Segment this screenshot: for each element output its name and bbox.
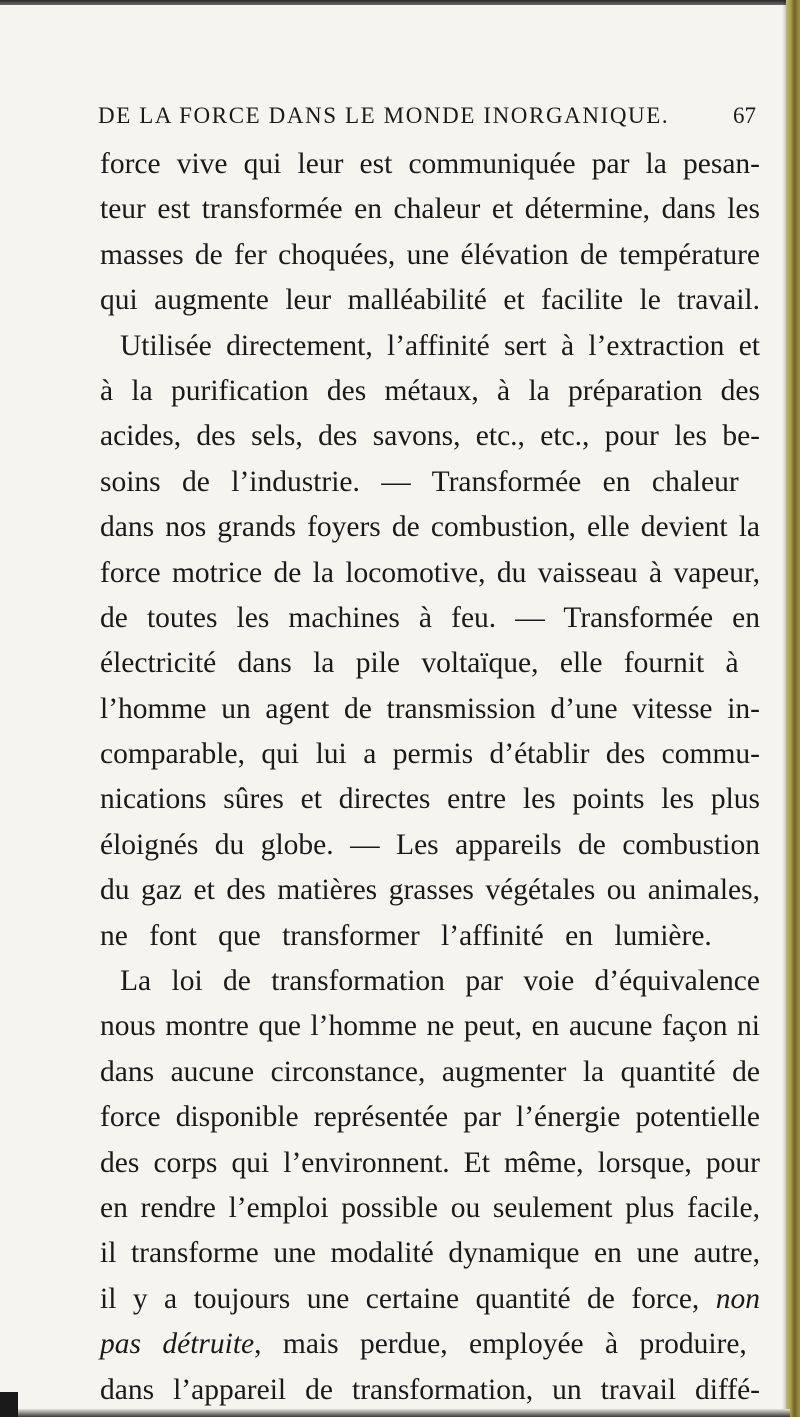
page-right-edge (786, 0, 800, 1417)
text-run: nications sûres et directes entre les points les plus (100, 783, 760, 816)
text-run: il transforme une modalité dynamique en une autre, (100, 1237, 760, 1270)
text-run: force vive qui leur est communiquée par la pesan- (100, 148, 760, 180)
text-run: électricité dans la pile voltaïque, elle fournit à (100, 647, 739, 680)
text-line (20, 1141, 780, 1186)
text-run: en rendre l’emploi possible ou seulement plus facile, (100, 1191, 760, 1224)
text-run: masses de fer choquées, une élévation de température (100, 238, 760, 271)
text-line (20, 914, 780, 959)
text-line-content (120, 324, 760, 369)
text-line (20, 1004, 780, 1049)
text-line (20, 187, 780, 232)
text-line (20, 596, 780, 641)
text-run: l’homme un agent de transmission d’une vitesse in- (100, 692, 760, 725)
text-line-content (100, 505, 760, 550)
text-line (20, 823, 780, 868)
text-line-content (100, 914, 712, 959)
text-line (20, 505, 780, 550)
text-line-content (100, 278, 760, 323)
text-line (20, 868, 780, 913)
text-line-content (100, 369, 760, 414)
page-number: 67 (733, 103, 756, 128)
text-run: dans aucune circonstance, augmenter la quantité de (100, 1055, 760, 1088)
text-line (20, 732, 780, 777)
text-line (20, 460, 780, 505)
text-line-content (100, 687, 760, 732)
text-run: soins de l’industrie. — Transformée en chaleur (100, 465, 739, 498)
text-run: nous montre que l’homme ne peut, en aucune façon ni (100, 1010, 760, 1043)
text-line-content (100, 551, 760, 596)
text-line-content (100, 1231, 760, 1276)
text-line-content (100, 233, 760, 278)
text-line (20, 1277, 780, 1322)
text-line-content (100, 460, 739, 505)
text-run: comparable, qui lui a permis d’établir des commu- (100, 738, 760, 771)
text-line-content (100, 414, 760, 459)
text-line (20, 1368, 780, 1413)
text-line (20, 324, 780, 369)
text-run: il y a toujours une certaine quantité de force, (100, 1282, 716, 1315)
text-line (20, 1322, 780, 1367)
text-run: force disponible représentée par l’énergie potentielle (100, 1101, 760, 1134)
text-line (20, 233, 780, 278)
text-line-content (100, 868, 760, 913)
text-line-content (100, 823, 760, 868)
text-line-content (100, 1050, 760, 1095)
text-line (20, 1231, 780, 1276)
text-line (20, 1050, 780, 1095)
text-line-content (100, 641, 739, 686)
text-run: force motrice de la locomotive, du vaisseau à vapeur, (100, 556, 760, 589)
text-run: des corps qui l’environnent. Et même, lorsque, pour (100, 1146, 760, 1179)
text-line (20, 687, 780, 732)
text-line-content (120, 959, 760, 1004)
text-run: ne font que transformer l’affinité en lumière. (100, 919, 712, 952)
italic-text: non (715, 1282, 760, 1315)
text-run: du gaz et des matières grasses végétales ou animales, (100, 874, 760, 907)
text-line (20, 1095, 780, 1140)
body-text (20, 142, 780, 1413)
running-title: DE LA FORCE DANS LE MONDE INORGANIQUE. (98, 103, 670, 128)
text-line-content (100, 1322, 747, 1367)
text-run: qui augmente leur malléabilité et facilite le travail. (100, 284, 760, 317)
text-run: teur est transformée en chaleur et détermine, dans les (100, 193, 760, 226)
page-top-edge (0, 0, 790, 5)
text-line (20, 369, 780, 414)
text-line (20, 278, 780, 323)
text-line-content (100, 1095, 760, 1140)
page-corner-mark (0, 1392, 18, 1417)
text-line-content (100, 777, 760, 822)
text-run: acides, des sels, des savons, etc., etc., pour les be- (100, 420, 760, 453)
text-line-content (100, 732, 760, 777)
text-line-content (100, 596, 760, 641)
text-line-content (100, 1141, 760, 1186)
text-line (20, 777, 780, 822)
text-run: éloignés du globe. — Les appareils de combustion (100, 828, 760, 861)
text-line (20, 414, 780, 459)
text-line (20, 551, 780, 596)
italic-text: pas détruite (100, 1328, 255, 1361)
text-run: Utilisée directement, l’affinité sert à l’extraction et (120, 329, 760, 362)
text-line (20, 1186, 780, 1231)
text-line-content (100, 142, 760, 187)
text-line-content (100, 1277, 760, 1322)
text-run: de toutes les machines à feu. — Transformée en (100, 601, 760, 634)
text-run: La loi de transformation par voie d’équivalence (120, 965, 760, 998)
text-run: à la purification des métaux, à la préparation des (100, 374, 760, 407)
text-line-content (100, 1186, 760, 1231)
text-run: dans l’appareil de transformation, un travail diffé- (100, 1373, 760, 1406)
text-line-content (100, 1004, 760, 1049)
text-line (20, 641, 780, 686)
text-line-content (100, 187, 760, 232)
text-line (20, 142, 780, 187)
running-head (0, 103, 800, 143)
text-line (20, 959, 780, 1004)
text-line-content (100, 1368, 760, 1413)
text-run: dans nos grands foyers de combustion, elle devient la (100, 511, 760, 544)
text-run: , mais perdue, employée à produire, (254, 1328, 747, 1361)
